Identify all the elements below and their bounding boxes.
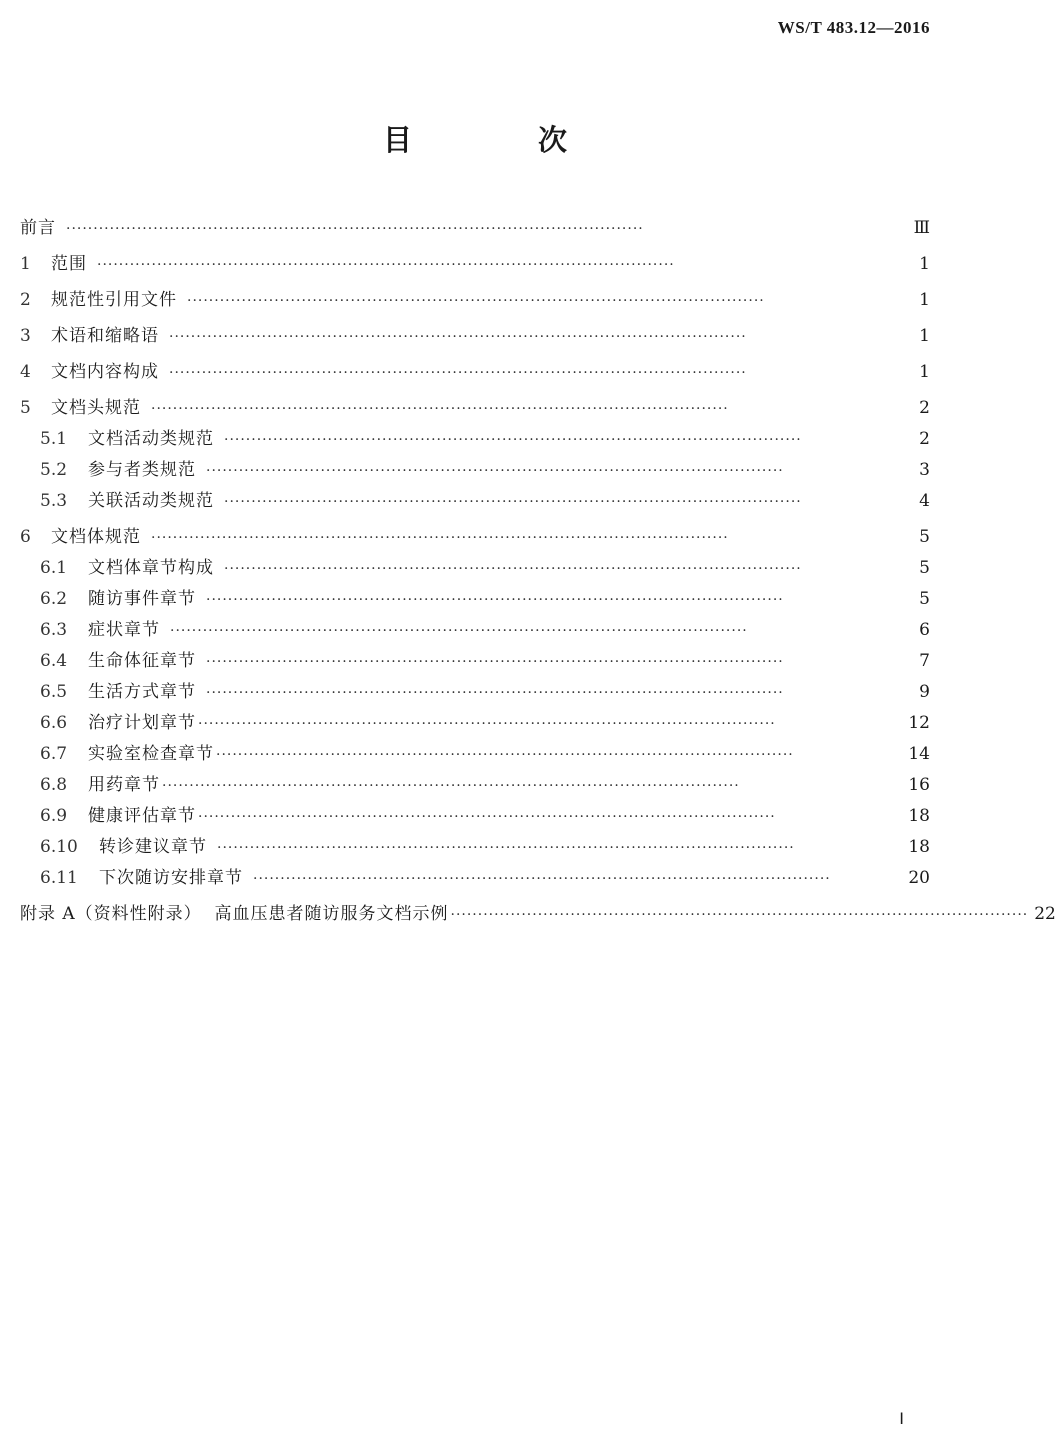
toc-entry-title: 文档体规范 (51, 527, 141, 547)
toc-entry-title: 文档体章节构成 (88, 558, 214, 578)
toc-entry-title: 生活方式章节 (88, 682, 196, 702)
toc-entry-number: 6.1 (40, 558, 68, 578)
toc-entry-title: 附录 A（资料性附录） 高血压患者随访服务文档示例 (20, 904, 449, 924)
toc-entry-page: 9 (919, 682, 930, 702)
standard-code: WS/T 483.12—2016 (777, 18, 930, 37)
toc-entry-page: 22 (1034, 904, 1056, 924)
toc-entry-title: 规范性引用文件 (51, 290, 177, 310)
dot-leader: ·········································································································· (97, 257, 675, 273)
toc-entry-title: 治疗计划章节 (88, 713, 196, 733)
toc-entry-title: 随访事件章节 (88, 589, 196, 609)
toc-entry-page: 5 (919, 558, 930, 578)
toc-entry-number: 6.3 (40, 620, 68, 640)
toc-entry-number: 6 (20, 527, 31, 547)
toc-entry-foreword[interactable] (20, 213, 930, 244)
dot-leader: ·········································································································· (224, 494, 802, 510)
dot-leader: ·········································································································· (198, 809, 776, 825)
toc-entry-title: 文档头规范 (51, 398, 141, 418)
toc-entry-title: 参与者类规范 (88, 460, 196, 480)
toc-entry-page: 16 (908, 775, 930, 795)
dot-leader: ·········································································································· (169, 329, 747, 345)
toc-entry-number: 6.9 (40, 806, 68, 826)
toc-entry-page: 18 (908, 837, 930, 857)
toc-entry-number: 5.2 (40, 460, 68, 480)
toc-entry-page: 14 (908, 744, 930, 764)
toc-entry-page: 1 (919, 326, 930, 346)
toc-entry-number: 4 (20, 362, 31, 382)
toc-entry-page: 4 (919, 491, 930, 511)
toc-entry-number: 6.10 (40, 837, 78, 857)
toc-entry-6-7[interactable] (20, 739, 930, 770)
toc-entry-title: 下次随访安排章节 (99, 868, 243, 888)
toc-entry-page: 1 (919, 254, 930, 274)
dot-leader: ·········································································································· (66, 221, 644, 237)
toc-entry-title: 生命体征章节 (88, 651, 196, 671)
toc-entry-number: 6.2 (40, 589, 68, 609)
toc-entry-6-10[interactable] (20, 832, 930, 863)
toc-entry-6-3[interactable] (20, 615, 930, 646)
toc-entry-number: 6.5 (40, 682, 68, 702)
dot-leader: ·········································································································· (170, 623, 748, 639)
toc-entry-4[interactable] (20, 357, 930, 388)
dot-leader: ·········································································································· (224, 561, 802, 577)
toc-entry-6-4[interactable] (20, 646, 930, 677)
toc-entry-number: 5.1 (40, 429, 68, 449)
toc-entry-title: 用药章节 (88, 775, 160, 795)
dot-leader: ·········································································································· (162, 778, 740, 794)
toc-entry-title: 文档内容构成 (51, 362, 159, 382)
toc-entry-page: 3 (919, 460, 930, 480)
toc-entry-number: 5.3 (40, 491, 68, 511)
table-of-contents (20, 213, 1056, 930)
toc-entry-3[interactable] (20, 321, 930, 352)
dot-leader: ·········································································································· (206, 685, 784, 701)
toc-title: 目 次 (382, 123, 626, 157)
toc-entry-6-5[interactable] (20, 677, 930, 708)
toc-entry-6-8[interactable] (20, 770, 930, 801)
toc-entry-annex-a[interactable] (20, 899, 1056, 930)
toc-entry-6-11[interactable] (20, 863, 930, 894)
toc-entry-6-2[interactable] (20, 584, 930, 615)
toc-entry-page: 20 (908, 868, 930, 888)
dot-leader: ·········································································································· (206, 463, 784, 479)
toc-entry-page: 5 (919, 527, 930, 547)
toc-entry-number: 6.11 (40, 868, 78, 888)
toc-entry-page: 5 (919, 589, 930, 609)
dot-leader: ·········································································································· (217, 840, 795, 856)
toc-entry-number: 5 (20, 398, 31, 418)
toc-entry-title: 文档活动类规范 (88, 429, 214, 449)
toc-entry-title: 健康评估章节 (88, 806, 196, 826)
dot-leader: ·········································································································· (216, 747, 794, 763)
toc-entry-title: 症状章节 (88, 620, 160, 640)
toc-entry-title: 关联活动类规范 (88, 491, 214, 511)
toc-entry-title: 前言 (20, 218, 56, 238)
toc-entry-page: 2 (919, 429, 930, 449)
toc-entry-number: 3 (20, 326, 31, 346)
dot-leader: ·········································································································· (187, 293, 765, 309)
toc-entry-6-9[interactable] (20, 801, 930, 832)
page-folio: Ⅰ (899, 1411, 904, 1428)
toc-entry-5[interactable] (20, 393, 930, 424)
toc-entry-6-6[interactable] (20, 708, 930, 739)
toc-entry-2[interactable] (20, 285, 930, 316)
toc-entry-title: 范围 (51, 254, 87, 274)
toc-entry-title: 转诊建议章节 (99, 837, 207, 857)
dot-leader: ·········································································································· (198, 716, 776, 732)
toc-entry-page: 6 (919, 620, 930, 640)
toc-entry-6[interactable] (20, 522, 930, 553)
toc-entry-page: 12 (908, 713, 930, 733)
toc-entry-page: 1 (919, 362, 930, 382)
toc-entry-5-1[interactable] (20, 424, 930, 455)
toc-entry-page: 18 (908, 806, 930, 826)
toc-entry-5-2[interactable] (20, 455, 930, 486)
dot-leader: ·········································································································· (151, 401, 729, 417)
toc-entry-title: 实验室检查章节 (88, 744, 214, 764)
toc-entry-6-1[interactable] (20, 553, 930, 584)
toc-entry-number: 6.4 (40, 651, 68, 671)
toc-entry-page: Ⅲ (913, 218, 930, 238)
toc-entry-number: 1 (20, 254, 31, 274)
toc-entry-title: 术语和缩略语 (51, 326, 159, 346)
toc-entry-number: 6.8 (40, 775, 68, 795)
toc-entry-number: 2 (20, 290, 31, 310)
toc-entry-number: 6.7 (40, 744, 68, 764)
dot-leader: ·········································································································· (224, 432, 802, 448)
dot-leader: ·········································································································· (206, 654, 784, 670)
toc-entry-5-3[interactable] (20, 486, 930, 517)
dot-leader: ·········································································································· (253, 871, 831, 887)
toc-entry-1[interactable] (20, 249, 930, 280)
dot-leader: ·········································································································· (206, 592, 784, 608)
dot-leader: ·········································································································· (450, 907, 1029, 923)
toc-entry-number: 6.6 (40, 713, 68, 733)
toc-entry-page: 2 (919, 398, 930, 418)
toc-entry-page: 7 (919, 651, 930, 671)
dot-leader: ·········································································································· (151, 530, 729, 546)
toc-entry-page: 1 (919, 290, 930, 310)
dot-leader: ·········································································································· (169, 365, 747, 381)
